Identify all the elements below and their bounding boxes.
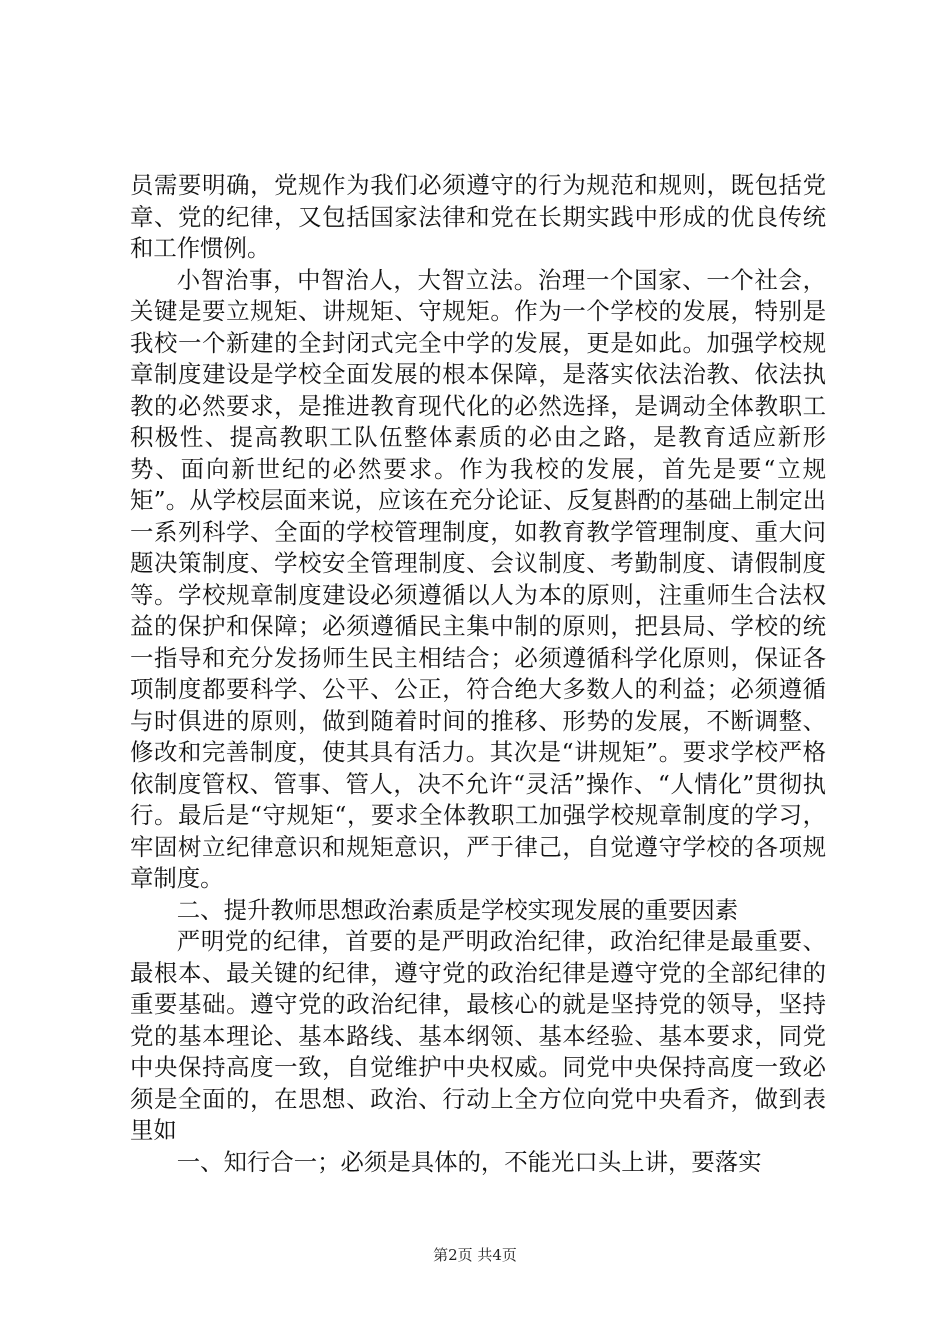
section-heading: 二、提升教师思想政治素质是学校实现发展的重要因素 <box>176 895 739 924</box>
page-number: 第2页 共4页 <box>433 1246 517 1264</box>
paragraph-4: 一、知行合一；必须是具体的，不能光口头上讲，要落实 <box>176 1147 762 1176</box>
document-body <box>130 170 826 1178</box>
paragraph-2: 小智治事，中智治人，大智立法。治理一个国家、一个社会，关键是要立规矩、讲规矩、守规矩。作为一个学校的发展，特别是我校一个新建的全封闭式完全中学的发展，更是如此。加强学校规章制度建设是学校全面发展的根本保障，是落实依法治教、依法执教的必然要求，是推进教育现代化的必然选择，是调动全体教职工积极性、提高教职工队伍整体素质的必由之路，是教育适应新形势、面向新世纪的必然要求。作为我校的发展，首先是要“立规矩”。从学校层面来说，应该在充分论证、反复斟酌的基础上制定出一系列科学、全面的学校管理制度，如教育教学管理制度、重大问题决策制度、学校安全管理制度、会议制度、考勤制度、请假制度等。学校规章制度建设必须遵循以人为本的原则，注重师生合法权益的保护和保障；必须遵循民主集中制的原则，把县局、学校的统一指导和充分发扬师生民主相结合；必须遵循科学化原则，保证各项制度都要科学、公平、公正，符合绝大多数人的利益；必须遵循与时俱进的原则，做到随着时间的推移、形势的发展，不断调整、修改和完善制度，使其具有活力。其次是“讲规矩”。要求学校严格依制度管权、管事、管人，决不允许“灵活”操作、“人情化”贯彻执行。最后是“守规矩“，要求全体教职工加强学校规章制度的学习，牢固树立纪律意识和规矩意识，严于律己，自觉遵守学校的各项规章制度。 <box>130 265 826 892</box>
paragraph-1: 员需要明确，党规作为我们必须遵守的行为规范和规则，既包括党章、党的纪律，又包括国家法律和党在长期实践中形成的优良传统和工作惯例。 <box>130 171 826 262</box>
paragraph-3: 严明党的纪律，首要的是严明政治纪律，政治纪律是最重要、最根本、最关键的纪律，遵守党的政治纪律是遵守党的全部纪律的重要基础。遵守党的政治纪律，最核心的就是坚持党的领导，坚持党的基本理论、基本路线、基本纲领、基本经验、基本要求，同党中央保持高度一致，自觉维护中央权威。同党中央保持高度一致必须是全面的，在思想、政治、行动上全方位向党中央看齐，做到表里如 <box>130 927 826 1144</box>
